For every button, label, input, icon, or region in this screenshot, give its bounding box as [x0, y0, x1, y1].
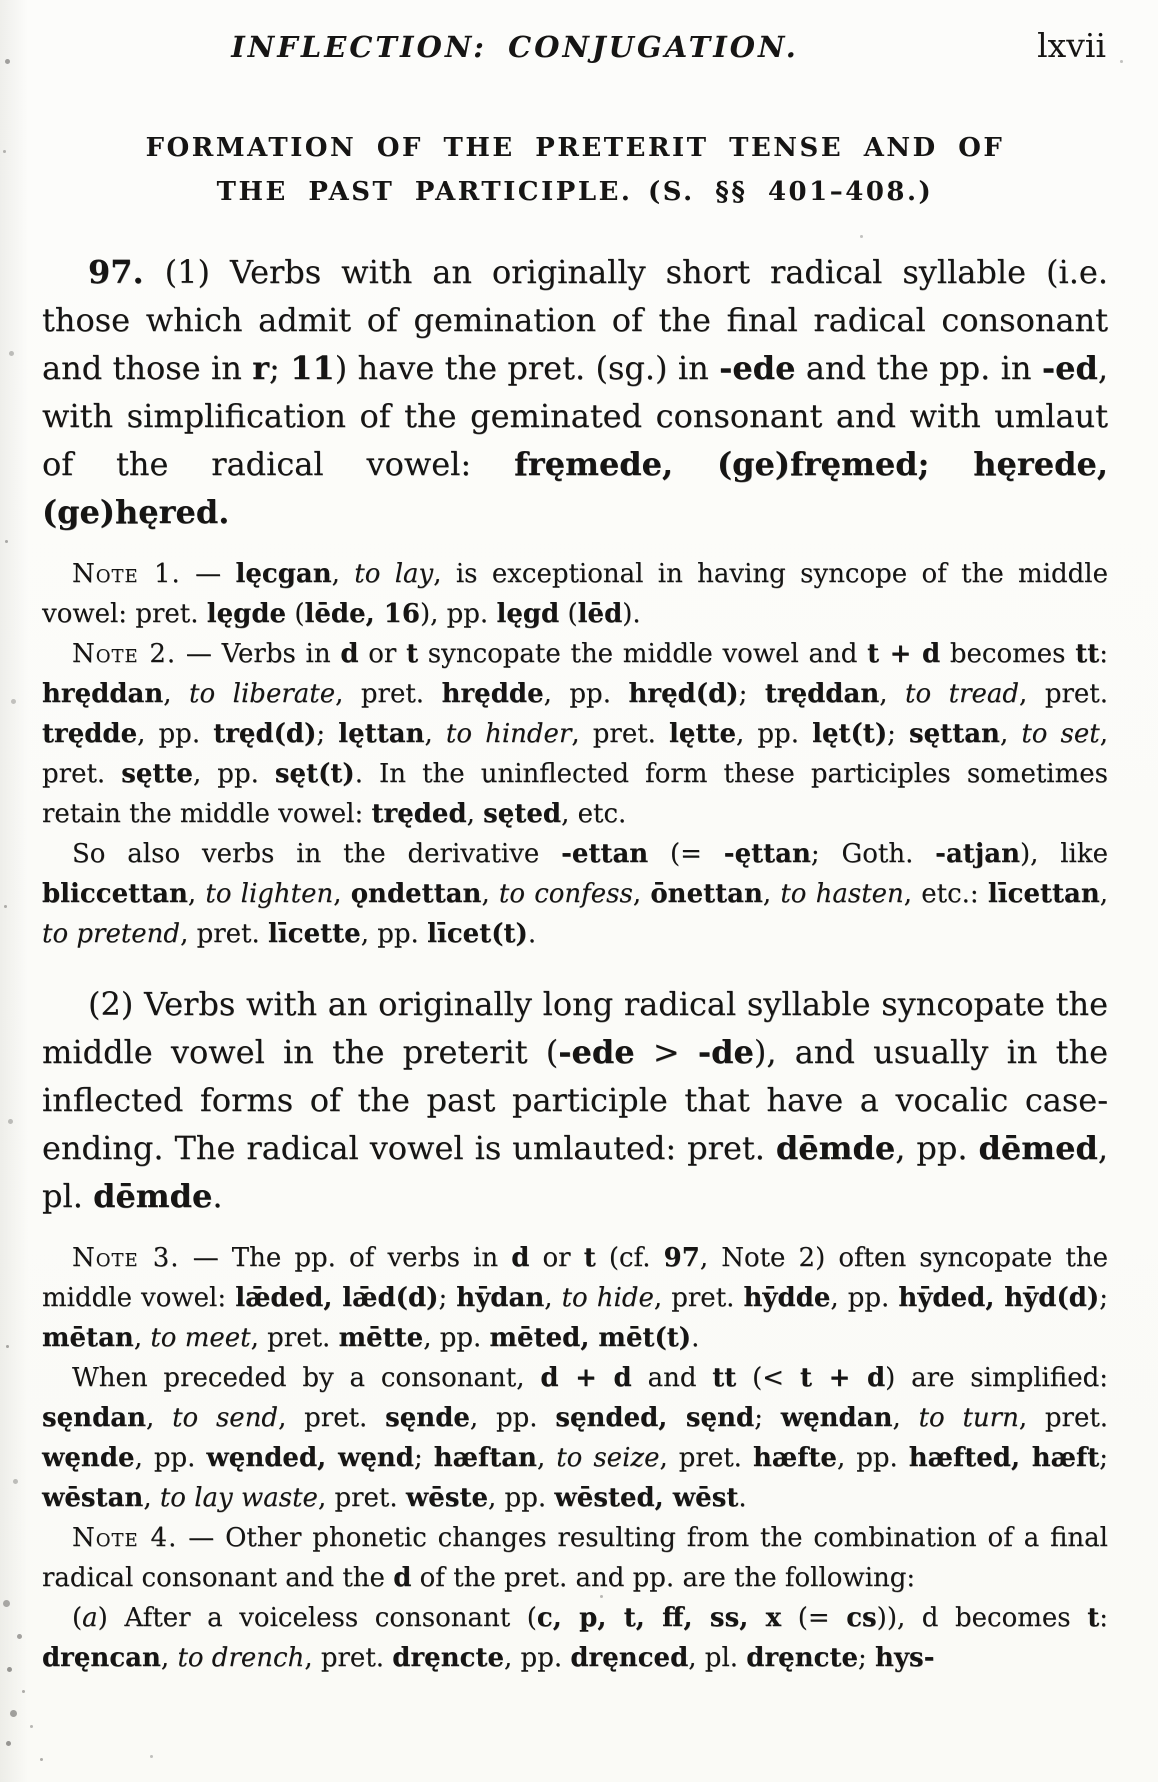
- note-2: Note 2. — Verbs in d or t syncopate the middle vowel and t + d becomes tt: hręddan, to liberate, pret. hrędde, pp. hręd(d); tręddan, to tread, pret. trędde, pp. tręd(d); lęttan, to hinder, pret. lętte, pp. lęt(t); sęttan, to set, pret. sętte, pp. sęt(t). In the uninflected form these participles sometimes retain the middle vowel: tręded, sęted, etc.: [42, 639, 1109, 829]
- text-column: [42, 22, 1108, 1678]
- page-number: lxvii: [1037, 26, 1106, 65]
- note-2-so-also: So also verbs in the derivative -ettan (= -ęttan; Goth. -atjan), like bliccettan, to lighten, ǫndettan, to confess, ōnettan, to hasten, etc.: līcettan, to pretend, pret. līcette, pp. līcet(t).: [42, 839, 1109, 949]
- running-header: [42, 22, 1108, 86]
- scan-noise: [0, 0, 3, 3]
- note-4: Note 4. — Other phonetic changes resulting from the combination of a final radical consonant and the d of the pret. and pp. are the following:: [42, 1523, 1108, 1593]
- section-heading: FORMATION OF THE PRETERIT TENSE AND OF THE PAST PARTICIPLE. (S. §§ 401–408.): [145, 133, 1005, 207]
- note-3: Note 3. — The pp. of verbs in d or t (cf. 97, Note 2) often syncopate the middle vowel: lǣded, lǣd(d); hȳdan, to hide, pret. hȳdde, pp. hȳded, hȳd(d); mētan, to meet, pret. mētte, pp. mēted, mēt(t).: [42, 1243, 1108, 1353]
- note-3-continued: When preceded by a consonant, d + d and tt (< t + d) are simplified: sęndan, to send, pret. sęnde, pp. sęnded, sęnd; węndan, to turn, pret. węnde, pp. węnded, węnd; hæftan, to seize, pret. hæfte, pp. hæfted, hæft; wēstan, to lay waste, pret. wēste, pp. wēsted, wēst.: [42, 1363, 1109, 1513]
- running-title: INFLECTION: CONJUGATION.: [231, 30, 799, 64]
- paragraph-97: 97. (1) Verbs with an originally short radical syllable (i.e. those which admit of gemination of the final radical consonant and those in r; 11) have the pret. (sg.) in -ede and the pp. in -ed, with simplification of the geminated consonant and with umlaut of the radical vowel: fręmede, (ge)fręmed; hęrede, (ge)hęred.: [42, 253, 1109, 531]
- note-1: Note 1. — lęcgan, to lay, is exceptional in having syncope of the middle vowel: pret. lęgde (lēde, 16), pp. lęgd (lēd).: [42, 559, 1109, 629]
- paragraph-a: (a) After a voiceless consonant (c, p, t, ff, ss, x (= cs)), d becomes t: dręncan, to drench, pret. dręncte, pp. dręnced, pl. dręncte; hys-: [42, 1603, 1108, 1673]
- paragraph-2: (2) Verbs with an originally long radical syllable syncopate the middle vowel in the preterit (-ede > -de), and usually in the inflected forms of the past participle that have a vocalic case-ending. The radical vowel is umlauted: pret. dēmde, pp. dēmed, pl. dēmde.: [42, 985, 1109, 1215]
